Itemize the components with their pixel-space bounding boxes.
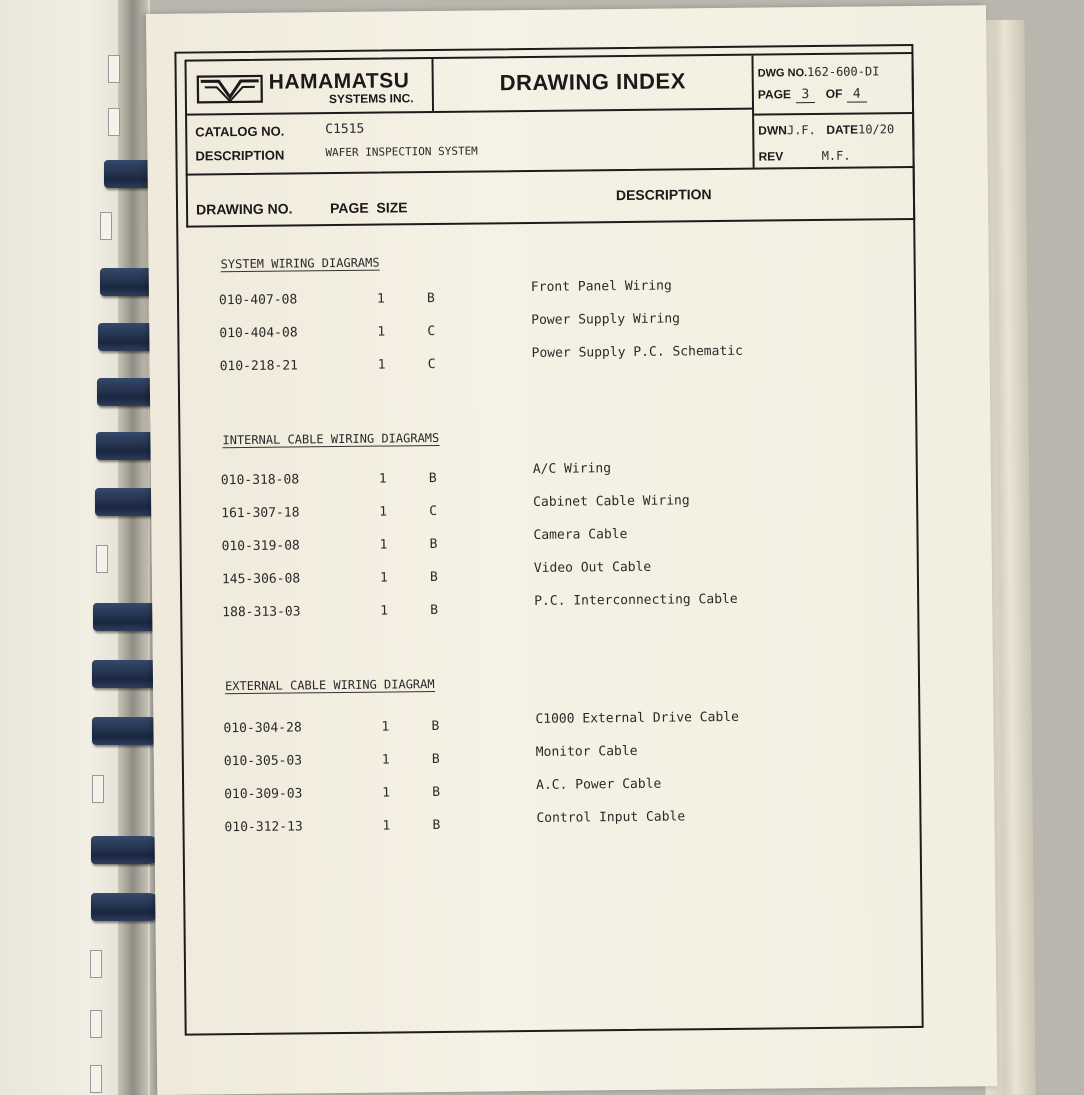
description-value: WAFER INSPECTION SYSTEM xyxy=(325,144,478,160)
punch-hole xyxy=(90,1010,102,1038)
catalog-label-wrap xyxy=(195,123,284,142)
page-size: B xyxy=(429,569,438,586)
punch-hole xyxy=(90,1065,102,1093)
page-size: B xyxy=(432,784,441,801)
document-title: DRAWING INDEX xyxy=(499,68,686,96)
column-header xyxy=(186,166,916,228)
drawing-number: 010-304-28 xyxy=(223,720,302,737)
page-size: C xyxy=(427,323,436,340)
page-count: 1 xyxy=(380,603,389,619)
punch-hole xyxy=(108,55,120,83)
company-name: HAMAMATSU xyxy=(268,69,410,94)
section-title: EXTERNAL CABLE WIRING DIAGRAM xyxy=(224,677,435,694)
col-description: DESCRIPTION xyxy=(615,186,712,204)
page-size: B xyxy=(426,290,435,307)
drawing-description: Monitor Cable xyxy=(535,743,638,760)
dwg-no-value: 162-600-DI xyxy=(807,64,880,80)
company-subtitle: SYSTEMS INC. xyxy=(328,91,414,107)
page-count: 1 xyxy=(379,537,388,553)
dwn-row xyxy=(758,120,894,139)
rev-row xyxy=(758,147,850,166)
page-size: C xyxy=(427,356,436,373)
catalog-value: C1515 xyxy=(325,121,365,138)
page-size: B xyxy=(428,470,437,487)
drawing-description: Power Supply P.C. Schematic xyxy=(531,343,743,361)
drawing-number: 010-318-08 xyxy=(220,472,300,489)
info-divider xyxy=(754,112,914,116)
drawing-number: 010-404-08 xyxy=(219,325,298,342)
catalog-label: CATALOG NO. xyxy=(195,123,285,140)
punch-hole xyxy=(96,545,108,573)
page-size: B xyxy=(432,817,441,834)
page-count: 1 xyxy=(379,504,388,520)
title-box xyxy=(433,56,752,113)
page-count: 1 xyxy=(382,785,391,801)
dwn-value: J.F. xyxy=(786,122,816,138)
drawing-number: 145-306-08 xyxy=(221,571,301,588)
drawing-description: P.C. Interconnecting Cable xyxy=(534,591,738,609)
drawing-number: 010-305-03 xyxy=(223,753,303,770)
drawing-number: 010-309-03 xyxy=(224,786,303,803)
page-frame xyxy=(174,44,923,1036)
section-title: INTERNAL CABLE WIRING DIAGRAMS xyxy=(222,430,440,448)
drawing-number: 010-218-21 xyxy=(219,358,299,375)
index-body xyxy=(178,222,921,1030)
drawing-description: Control Input Cable xyxy=(536,809,686,826)
drawing-description: Video Out Cable xyxy=(533,559,652,576)
punch-hole xyxy=(90,950,102,978)
table-row xyxy=(180,343,915,390)
page-count: 1 xyxy=(376,291,385,307)
binder-ring xyxy=(92,717,162,745)
rev-label: REV xyxy=(758,149,784,164)
drawing-description: Cabinet Cable Wiring xyxy=(533,493,690,510)
punch-hole xyxy=(108,108,120,136)
dwn-label: DWN xyxy=(758,123,787,138)
drawing-description: Front Panel Wiring xyxy=(530,278,672,295)
description-label-wrap xyxy=(195,147,284,166)
page-count: 1 xyxy=(377,324,386,340)
drawing-description: Camera Cable xyxy=(533,526,628,543)
title-block xyxy=(184,52,914,176)
page-number: 3 xyxy=(795,87,815,103)
page-size: B xyxy=(431,751,440,768)
page-count: 1 xyxy=(378,471,387,487)
drawing-index-page xyxy=(146,5,997,1095)
hamamatsu-logo-icon xyxy=(197,75,263,104)
of-label: OF xyxy=(825,86,843,101)
page-total: 4 xyxy=(847,86,867,102)
page-count: 1 xyxy=(379,570,388,586)
page-label: PAGE xyxy=(757,87,792,102)
page-size: B xyxy=(430,602,439,619)
logo-box xyxy=(187,59,435,116)
page-row xyxy=(758,84,867,103)
drawing-number: 010-407-08 xyxy=(218,292,298,309)
section-title: SYSTEM WIRING DIAGRAMS xyxy=(220,255,380,272)
drawing-number: 188-313-03 xyxy=(222,604,301,621)
drawing-description: A.C. Power Cable xyxy=(536,776,662,793)
punch-hole xyxy=(92,775,104,803)
page-count: 1 xyxy=(381,719,390,735)
drawing-number: 161-307-18 xyxy=(221,505,300,522)
page-count: 1 xyxy=(377,357,386,373)
description-label: DESCRIPTION xyxy=(195,147,285,164)
page-size: B xyxy=(431,718,440,735)
binder-ring xyxy=(92,660,162,688)
binder-ring xyxy=(91,893,161,921)
binder-ring xyxy=(91,836,161,864)
punch-hole xyxy=(100,212,112,240)
dwg-no-label: DWG NO. xyxy=(757,67,808,80)
drawing-description: A/C Wiring xyxy=(532,461,612,477)
page-count: 1 xyxy=(381,752,390,768)
page-size: C xyxy=(429,503,438,520)
page-count: 1 xyxy=(382,818,391,834)
drawing-description: Power Supply Wiring xyxy=(531,311,681,328)
table-row xyxy=(184,809,919,851)
rev-value: M.F. xyxy=(821,148,851,163)
drawing-number: 010-312-13 xyxy=(224,819,303,836)
dwg-no-row xyxy=(758,62,880,81)
page-size: B xyxy=(429,536,438,553)
date-label: DATE xyxy=(826,122,859,137)
dwg-info-box xyxy=(751,54,914,168)
drawing-number: 010-319-08 xyxy=(221,538,300,555)
col-page-size: PAGE SIZE xyxy=(329,199,408,217)
date-value: 10/20 xyxy=(857,122,895,137)
col-drawing-no: DRAWING NO. xyxy=(195,200,293,218)
drawing-description: C1000 External Drive Cable xyxy=(535,709,739,727)
table-row xyxy=(182,591,917,636)
